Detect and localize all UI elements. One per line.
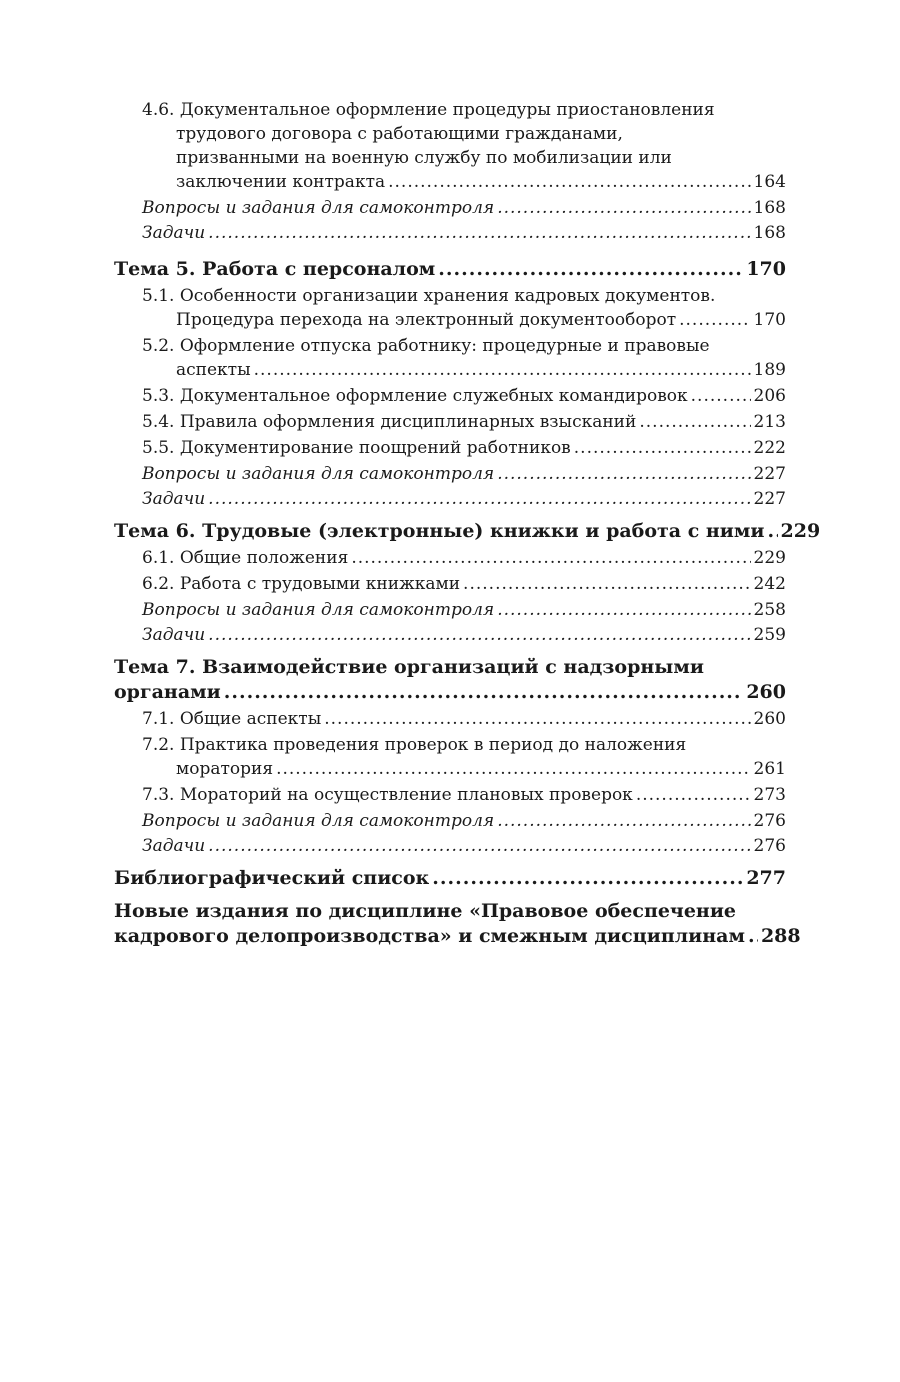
toc-line-text: трудового договора с работающими гражданами, — [176, 124, 623, 144]
dot-leader — [254, 358, 751, 382]
toc-line-text: Задачи — [142, 223, 206, 243]
dot-leader — [748, 924, 758, 949]
toc-line — [114, 308, 786, 332]
toc-line-text: Вопросы и задания для самоконтроля — [142, 464, 495, 484]
dot-leader — [679, 308, 750, 332]
dot-leader — [438, 257, 743, 282]
dot-leader — [432, 866, 743, 891]
toc-line-text: Тема 6. Трудовые (электронные) книжки и работа с ними — [114, 520, 765, 542]
toc-line — [114, 170, 786, 194]
toc-line-text: 5.2. Оформление отпуска работнику: процедурные и правовые — [142, 336, 710, 356]
toc-line — [114, 462, 786, 486]
toc-entry — [114, 334, 786, 382]
toc-line-text: Процедура перехода на электронный документооборот — [176, 310, 677, 330]
toc-section-heading — [114, 866, 786, 891]
page-number: 273 — [753, 785, 786, 805]
toc-line-text: 5.5. Документирование поощрений работников — [142, 438, 571, 458]
page-number: 229 — [753, 548, 786, 568]
toc-line-text: 5.3. Документальное оформление служебных командировок — [142, 386, 688, 406]
toc-entry — [114, 707, 786, 731]
page-number: 261 — [753, 759, 786, 779]
dot-leader — [497, 598, 750, 622]
dot-leader — [574, 436, 751, 460]
toc-line — [114, 680, 786, 705]
toc-line — [114, 598, 786, 622]
toc-line-text: 4.6. Документальное оформление процедуры приостановления — [142, 100, 715, 120]
toc-line — [114, 809, 786, 833]
toc-entry — [114, 733, 786, 781]
dot-leader — [636, 783, 751, 807]
dot-leader — [224, 680, 744, 705]
page-number: 164 — [753, 172, 786, 192]
toc-line-text: кадрового делопроизводства» и смежным дисциплинам — [114, 925, 745, 947]
toc-line — [114, 757, 786, 781]
toc-line-text: Тема 5. Работа с персоналом — [114, 258, 436, 280]
toc-line — [114, 358, 786, 382]
toc-line — [114, 384, 786, 408]
page-number: 229 — [780, 520, 821, 542]
dot-leader — [639, 410, 750, 434]
page-number: 259 — [753, 625, 786, 645]
toc-line — [114, 221, 786, 245]
toc-section-heading — [114, 519, 821, 544]
toc-line-text: заключении контракта — [176, 172, 386, 192]
toc-entry — [114, 98, 786, 194]
toc-line — [114, 783, 786, 807]
dot-leader — [208, 221, 750, 245]
toc-line — [114, 834, 786, 858]
page-number: 242 — [753, 574, 786, 594]
toc-line — [114, 122, 786, 146]
toc-entry-italic — [114, 221, 786, 245]
page-number: 168 — [753, 198, 786, 218]
page-number: 170 — [753, 310, 786, 330]
toc-line-text: Тема 7. Взаимодействие организаций с надзорными — [114, 656, 704, 678]
toc-line-text: 7.2. Практика проведения проверок в период до наложения — [142, 735, 687, 755]
dot-leader — [208, 834, 750, 858]
toc-entry — [114, 783, 786, 807]
table-of-contents — [114, 98, 821, 951]
toc-line — [114, 146, 786, 170]
toc-line — [114, 572, 786, 596]
toc-line-text: призванными на военную службу по мобилизации или — [176, 148, 672, 168]
toc-line — [114, 655, 786, 680]
dot-leader — [497, 196, 750, 220]
toc-entry — [114, 410, 786, 434]
toc-line — [114, 98, 786, 122]
toc-entry-italic — [114, 623, 786, 647]
page-number: 222 — [753, 438, 786, 458]
toc-entry-italic — [114, 462, 786, 486]
dot-leader — [463, 572, 751, 596]
toc-section-heading — [114, 257, 786, 282]
toc-entry — [114, 284, 786, 332]
page-number: 260 — [753, 709, 786, 729]
toc-line-text: 5.1. Особенности организации хранения кадровых документов. — [142, 286, 716, 306]
toc-line-text: органами — [114, 681, 221, 703]
page-number: 260 — [746, 681, 786, 703]
toc-line — [114, 733, 786, 757]
toc-line — [114, 519, 821, 544]
toc-line-text: 6.1. Общие положения — [142, 548, 349, 568]
page-number: 189 — [753, 360, 786, 380]
toc-line — [114, 196, 786, 220]
toc-line-text: Библиографический список — [114, 867, 430, 889]
dot-leader — [497, 462, 750, 486]
dot-leader — [497, 809, 750, 833]
page-number: 170 — [746, 258, 786, 280]
page-number: 227 — [753, 464, 786, 484]
toc-line-text: Вопросы и задания для самоконтроля — [142, 198, 495, 218]
toc-line-text: 6.2. Работа с трудовыми книжками — [142, 574, 461, 594]
toc-line-text: 7.1. Общие аспекты — [142, 709, 322, 729]
page-number: 276 — [753, 836, 786, 856]
dot-leader — [208, 623, 750, 647]
toc-entry — [114, 384, 786, 408]
dot-leader — [768, 519, 778, 544]
toc-entry-italic — [114, 834, 786, 858]
toc-line-text: 7.3. Мораторий на осуществление плановых проверок — [142, 785, 633, 805]
toc-line — [114, 487, 786, 511]
page-number: 277 — [746, 867, 786, 889]
dot-leader — [691, 384, 751, 408]
toc-section-heading — [114, 899, 801, 949]
dot-leader — [388, 170, 750, 194]
page-number: 258 — [753, 600, 786, 620]
toc-entry — [114, 546, 786, 570]
toc-entry — [114, 436, 786, 460]
toc-line — [114, 436, 786, 460]
toc-line-text: Задачи — [142, 489, 206, 509]
toc-line-text: Вопросы и задания для самоконтроля — [142, 600, 495, 620]
page-number: 288 — [760, 925, 801, 947]
toc-line — [114, 899, 786, 924]
toc-entry-italic — [114, 598, 786, 622]
toc-line — [114, 866, 786, 891]
page-number: 168 — [753, 223, 786, 243]
dot-leader — [324, 707, 750, 731]
toc-line-text: Новые издания по дисциплине «Правовое обеспечение — [114, 900, 737, 922]
toc-line — [114, 546, 786, 570]
toc-line-text: Задачи — [142, 836, 206, 856]
toc-line-text: 5.4. Правила оформления дисциплинарных взысканий — [142, 412, 637, 432]
toc-line — [114, 410, 786, 434]
toc-line — [114, 334, 786, 358]
page-number: 206 — [753, 386, 786, 406]
page-number: 227 — [753, 489, 786, 509]
toc-entry-italic — [114, 809, 786, 833]
dot-leader — [208, 487, 750, 511]
toc-line-text: моратория — [176, 759, 274, 779]
toc-line-text: Задачи — [142, 625, 206, 645]
toc-line-text: Вопросы и задания для самоконтроля — [142, 811, 495, 831]
toc-line — [114, 257, 786, 282]
toc-line — [114, 284, 786, 308]
toc-entry-italic — [114, 196, 786, 220]
toc-line — [114, 924, 801, 949]
toc-section-heading — [114, 655, 786, 705]
toc-line-text: аспекты — [176, 360, 251, 380]
page-number: 213 — [753, 412, 786, 432]
toc-line — [114, 623, 786, 647]
dot-leader — [351, 546, 750, 570]
page-number: 276 — [753, 811, 786, 831]
dot-leader — [276, 757, 750, 781]
toc-entry-italic — [114, 487, 786, 511]
toc-line — [114, 707, 786, 731]
toc-entry — [114, 572, 786, 596]
